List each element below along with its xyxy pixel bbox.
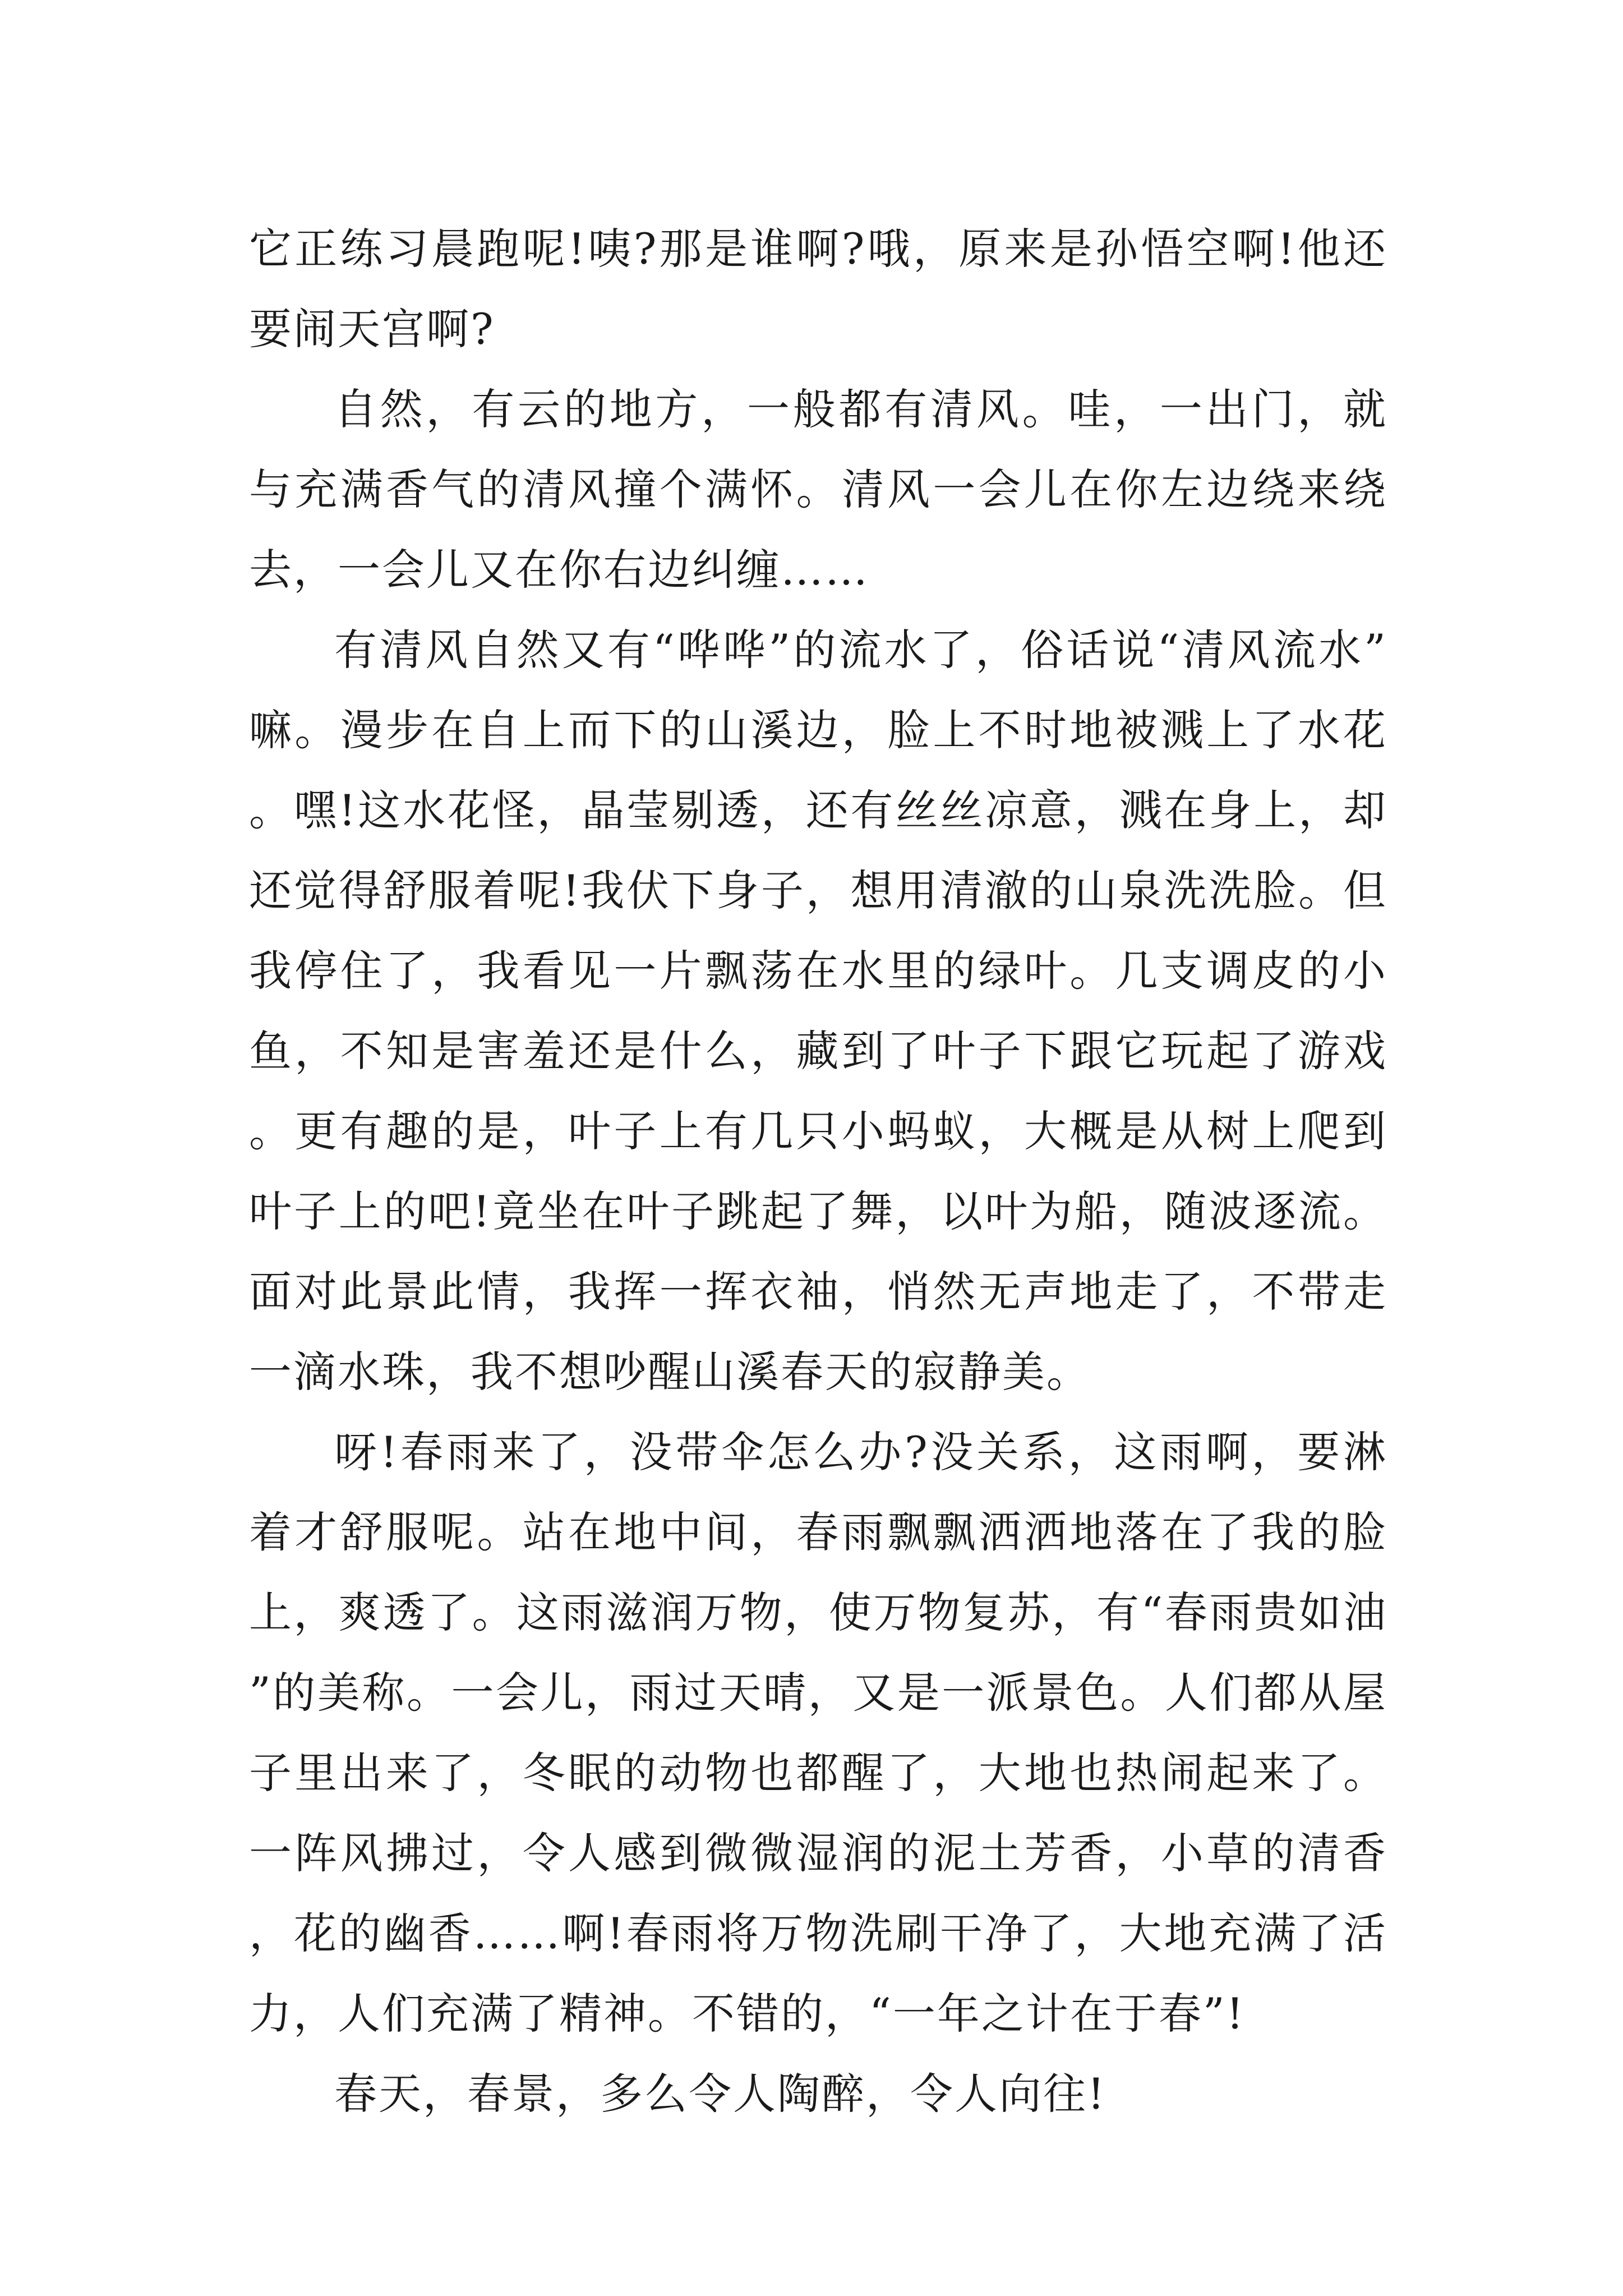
paragraph: 春天，春景，多么令人陶醉，令人向往!: [334, 2069, 1106, 2119]
paragraph: 它正练习晨跑呢!咦?那是谁啊?哦，原来是孙悟空啊!他还要闹天宫啊?: [249, 224, 1387, 354]
document-body: [249, 209, 1387, 2134]
paragraph: 呀!春雨来了，没带伞怎么办?没关系，这雨啊，要淋着才舒服呢。站在地中间，春雨飘飘洒洒地落在了我的脸上，爽透了。这雨滋润万物，使万物复苏，有“春雨贵如油”的美称。一会儿，雨过天晴，又是一派景色。人们都从屋子里出来了，冬眠的动物也都醒了，大地也热闹起来了。一阵风拂过，令人感到微微湿润的泥土芳香，小草的清香，花的幽香……啊!春雨将万物洗刷干净了，大地充满了活力，人们充满了精神。不错的，“一年之计在于春”!: [249, 1427, 1387, 2039]
paragraph: 有清风自然又有“哗哗”的流水了，俗话说“清风流水”嘛。漫步在自上而下的山溪边，脸上不时地被溅上了水花。嘿!这水花怪，晶莹剔透，还有丝丝凉意，溅在身上，却还觉得舒服着呢!我伏下身子，想用清澈的山泉洗洗脸。但我停住了，我看见一片飘荡在水里的绿叶。几支调皮的小鱼，不知是害羞还是什么，藏到了叶子下跟它玩起了游戏。更有趣的是，叶子上有几只小蚂蚁，大概是从树上爬到叶子上的吧!竟坐在叶子跳起了舞，以叶为船，随波逐流。面对此景此情，我挥一挥衣袖，悄然无声地走了，不带走一滴水珠，我不想吵醒山溪春天的寂静美。: [249, 625, 1387, 1397]
paragraph: 自然，有云的地方，一般都有清风。哇，一出门，就与充满香气的清风撞个满怀。清风一会儿在你左边绕来绕去，一会儿又在你右边纠缠……: [249, 384, 1387, 595]
